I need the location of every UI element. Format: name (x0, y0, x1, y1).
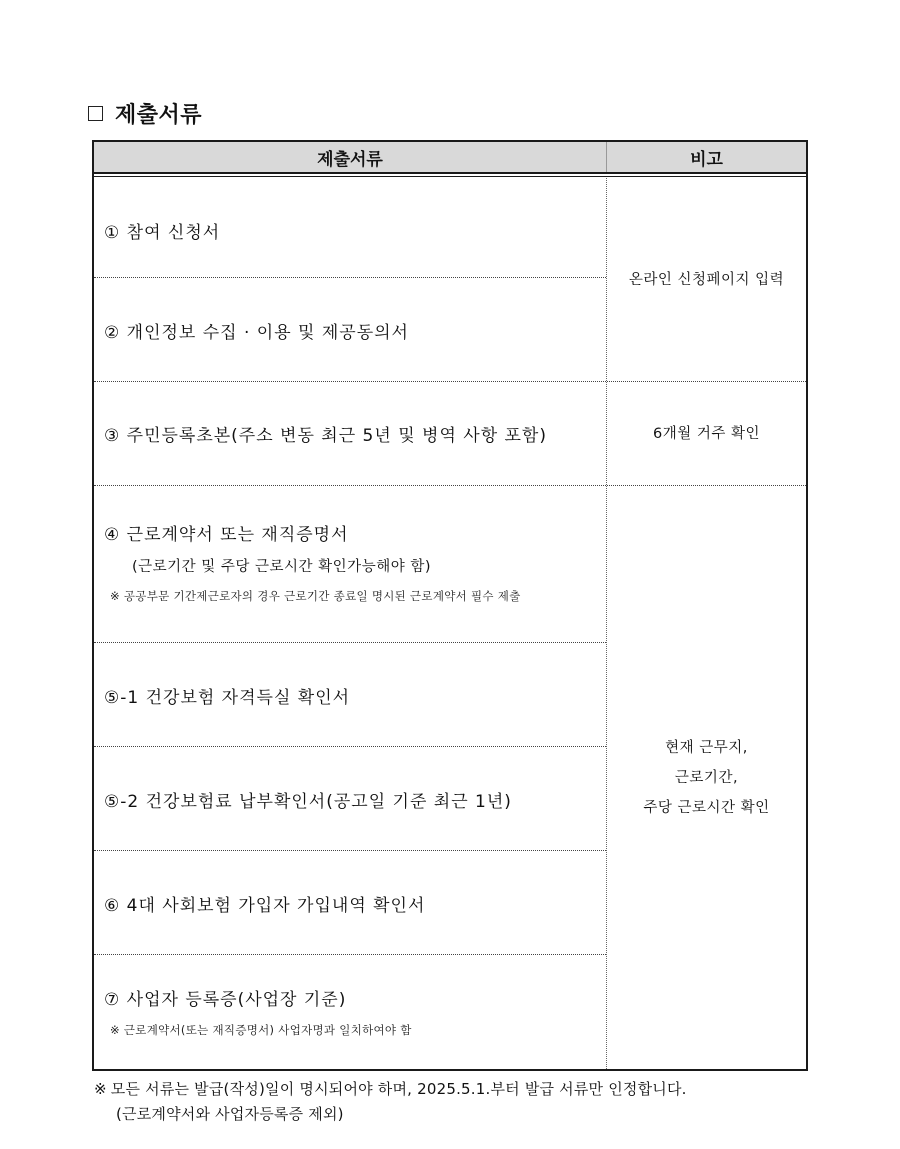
table-row (94, 520, 606, 604)
remark-employment-line: 주당 근로시간 확인 (643, 799, 770, 816)
header-remarks: 비고 (690, 149, 723, 170)
footer-notice (94, 1078, 687, 1124)
row-note: ※ 근로계약서(또는 재직증명서) 사업자명과 일치하여야 함 (110, 1023, 412, 1037)
row-label: ⑥ 4대 사회보험 가입자 가입내역 확인서 (104, 895, 426, 916)
remark-employment-line: 현재 근무지, (665, 739, 748, 756)
row-label: ⑦ 사업자 등록증(사업장 기준) (104, 990, 347, 1010)
table-row (94, 643, 606, 747)
header-documents: 제출서류 (317, 149, 383, 170)
table-row (94, 851, 606, 955)
row-label: ⑤-2 건강보험료 납부확인서(공고일 기준 최근 1년) (104, 791, 512, 812)
table-row (94, 985, 606, 1038)
section-title (88, 96, 202, 130)
table-header-row (94, 142, 806, 174)
header-double-rule (94, 174, 806, 177)
footer-line-1: 모든 서류는 발급(작성)일이 명시되어야 하며, 2025.5.1.부터 발급 서류만 인정합니다. (110, 1080, 687, 1098)
row-label: ① 참여 신청서 (104, 222, 221, 243)
row-label: ③ 주민등록초본(주소 변동 최근 5년 및 병역 사항 포함) (104, 426, 547, 446)
remark-residence (607, 382, 806, 485)
row-label: ② 개인정보 수집 · 이용 및 제공동의서 (104, 322, 409, 343)
remark-online-text: 온라인 신청페이지 입력 (628, 271, 785, 288)
remark-online (607, 178, 806, 381)
reference-mark-icon: ※ (94, 1080, 107, 1098)
row-label: ⑤-1 건강보험 자격득실 확인서 (104, 687, 351, 708)
table-row (94, 747, 606, 851)
remark-employment-line: 근로기간, (674, 769, 739, 786)
row-label: ④ 근로계약서 또는 재직증명서 (104, 525, 349, 545)
footer-line-2: (근로계약서와 사업자등록증 제외) (116, 1105, 344, 1123)
table-row (94, 178, 606, 282)
table-row (94, 382, 606, 485)
section-title-text: 제출서류 (115, 102, 203, 128)
remark-residence-text: 6개월 거주 확인 (653, 425, 760, 442)
documents-table (92, 140, 808, 1071)
table-row (94, 278, 606, 382)
remark-employment (607, 486, 806, 1069)
empty-square-icon (88, 106, 103, 121)
row-sub-label: (근로기간 및 주당 근로시간 확인가능해야 함) (132, 559, 431, 575)
row-divider (94, 954, 606, 955)
row-note: ※ 공공부문 기간제근로자의 경우 근로기간 종료일 명시된 근로계약서 필수 제출 (110, 589, 521, 603)
